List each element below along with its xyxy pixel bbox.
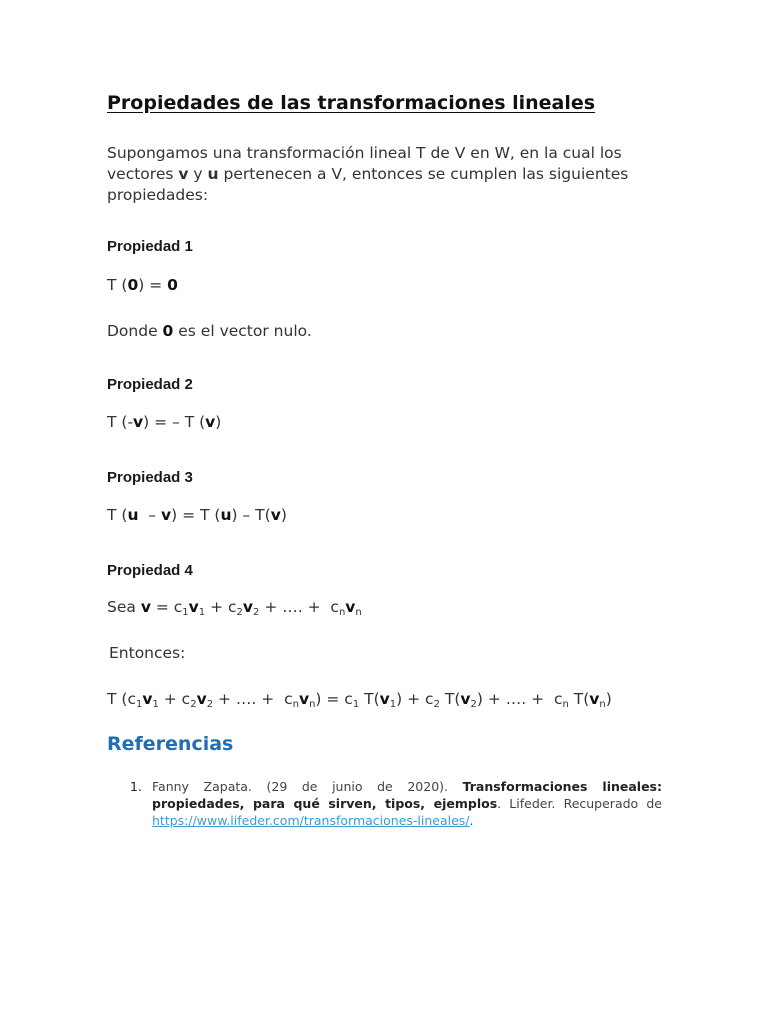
property-2-heading: Propiedad 2: [107, 376, 193, 393]
intro-text: y: [188, 165, 208, 183]
page-title: Propiedades de las transformaciones lineales: [107, 92, 596, 114]
eq-text: ) = – T (: [143, 413, 206, 431]
eq-text: ) – T(: [231, 506, 271, 524]
eq-vector: v: [161, 506, 172, 524]
eq-text: Sea: [107, 598, 141, 616]
eq-vector: v: [242, 598, 254, 616]
eq-vector: 0: [127, 276, 139, 294]
eq-subscript: n: [338, 607, 346, 618]
eq-vector: 0: [162, 322, 174, 340]
reference-body: [152, 778, 662, 829]
eq-vector: 0: [167, 276, 178, 294]
reference-author: Fanny Zapata. (29 de junio de 2020).: [152, 779, 463, 794]
eq-subscript: n: [292, 699, 299, 710]
eq-subscript: n: [562, 699, 569, 710]
eq-subscript: 1: [352, 699, 360, 710]
property-4-heading: Propiedad 4: [107, 562, 193, 579]
property-1-equation: [107, 276, 178, 294]
eq-vector: v: [379, 690, 390, 708]
eq-vector: v: [205, 413, 216, 431]
eq-vector: v: [270, 506, 281, 524]
eq-text: ) = T (: [171, 506, 221, 524]
eq-subscript: 2: [206, 699, 214, 710]
eq-text: T (c: [107, 690, 136, 708]
eq-text: ): [605, 690, 612, 708]
eq-subscript: n: [355, 607, 362, 618]
property-2-equation: [107, 413, 221, 431]
eq-subscript: n: [599, 699, 606, 710]
eq-text: + c: [158, 690, 191, 708]
eq-subscript: 2: [236, 607, 243, 618]
eq-text: ) = c: [315, 690, 353, 708]
property-4-entonces: Entonces:: [109, 644, 186, 662]
intro-text: pertenecen a V, entonces se cumplen las siguientes propiedades:: [107, 165, 629, 204]
eq-text: T(: [359, 690, 380, 708]
reference-title: Transformaciones lineales: propiedades, para qué sirven, tipos, ejemplos: [152, 779, 662, 811]
reference-link[interactable]: https://www.lifeder.com/transformaciones-lineales/: [152, 813, 470, 828]
eq-text: T (: [107, 506, 128, 524]
eq-vector: u: [127, 506, 139, 524]
eq-subscript: 2: [433, 699, 440, 710]
eq-vector: v: [196, 690, 207, 708]
eq-subscript: 2: [253, 607, 260, 618]
intro-paragraph: [107, 143, 667, 206]
eq-text: es el vector nulo.: [173, 322, 312, 340]
eq-subscript: 2: [190, 699, 197, 710]
reference-end: .: [469, 813, 474, 828]
eq-text: ): [280, 506, 287, 524]
property-1-note: [107, 322, 312, 340]
eq-text: + c: [205, 598, 237, 616]
eq-text: T(: [439, 690, 461, 708]
property-3-equation: [107, 506, 287, 524]
eq-vector: u: [220, 506, 232, 524]
property-3-heading: Propiedad 3: [107, 469, 193, 486]
eq-text: ): [215, 413, 222, 431]
reference-source: . Lifeder. Recuperado de: [497, 796, 662, 811]
eq-text: Donde: [107, 322, 163, 340]
eq-text: ) + …. + c: [476, 690, 563, 708]
eq-text: –: [138, 506, 162, 524]
vector-v: v: [178, 165, 189, 183]
property-4-sea-equation: [107, 598, 362, 616]
eq-vector: v: [589, 690, 600, 708]
eq-text: T (: [107, 276, 128, 294]
eq-text: + …. + c: [213, 690, 293, 708]
eq-text: = c: [150, 598, 183, 616]
eq-text: + …. + c: [259, 598, 339, 616]
eq-vector: v: [133, 413, 144, 431]
eq-text: ) + c: [396, 690, 434, 708]
eq-subscript: 1: [152, 699, 159, 710]
eq-subscript: 1: [389, 699, 397, 710]
eq-subscript: 1: [198, 607, 206, 618]
eq-text: T (-: [107, 413, 134, 431]
eq-subscript: 2: [470, 699, 477, 710]
vector-u: u: [207, 165, 219, 183]
property-4-final-equation: [107, 690, 612, 708]
property-1-heading: Propiedad 1: [107, 238, 193, 255]
eq-vector: v: [142, 690, 153, 708]
intro-text: Supongamos una transformación lineal T de V en W, en la cual los vectores: [107, 144, 622, 183]
eq-subscript: n: [309, 699, 316, 710]
eq-vector: v: [140, 598, 151, 616]
reference-number: 1.: [130, 779, 142, 794]
eq-text: ) =: [138, 276, 168, 294]
eq-subscript: 1: [182, 607, 189, 618]
eq-vector: v: [188, 598, 199, 616]
reference-item: [130, 778, 662, 829]
eq-subscript: 1: [135, 699, 143, 710]
references-heading: Referencias: [107, 733, 234, 755]
eq-vector: v: [460, 690, 471, 708]
eq-vector: v: [298, 690, 310, 708]
eq-vector: v: [345, 598, 356, 616]
eq-text: T(: [568, 690, 590, 708]
